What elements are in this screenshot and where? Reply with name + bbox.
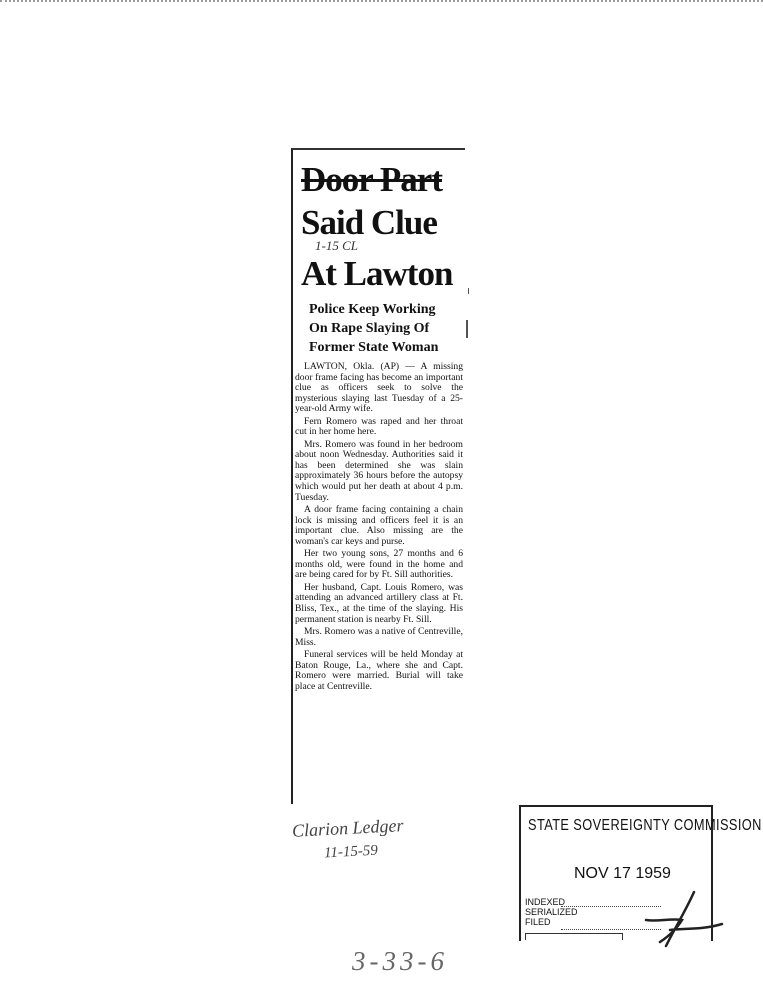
article-paragraph-8: Funeral services will be held Monday at Baton Rouge, La., where she and Capt. Romero were married. Burial will take place at Centreville. xyxy=(295,649,463,692)
stamp-label-indexed: INDEXED xyxy=(525,897,566,907)
subheadline xyxy=(309,300,467,357)
page-top-edge xyxy=(0,0,763,6)
stamp-entry-box xyxy=(525,933,623,940)
headline-line-2: Said Clue xyxy=(301,203,437,242)
headline-line-3: At Lawton xyxy=(301,254,453,293)
handwritten-initials xyxy=(636,890,726,948)
article-body xyxy=(295,362,463,694)
margin-tick xyxy=(466,320,468,338)
article-paragraph-2: Fern Romero was raped and her throat cut in her home here. xyxy=(295,415,463,438)
headline-line-1: Door Part xyxy=(301,160,442,199)
subheadline-line-3: Former State Woman xyxy=(309,340,439,355)
newspaper-clipping xyxy=(291,148,465,804)
article-paragraph-4: A door frame facing containing a chain lock is missing and officers feel it is an important clue. Also missing are the woman's car keys and purse. xyxy=(295,504,463,547)
handwritten-date: 11-15-59 xyxy=(323,842,379,862)
article-paragraph-6: Her husband, Capt. Louis Romero, was attending an advanced artillery class at Ft. Bliss, Tex., at the time of the slaying. His permanent station is nearby Ft. Sill. xyxy=(295,581,463,625)
article-paragraph-7: Mrs. Romero was a native of Centreville, Miss. xyxy=(295,626,463,648)
subheadline-line-2: On Rape Slaying Of xyxy=(309,321,430,336)
stamp-label-serialized: SERIALIZED xyxy=(525,907,578,917)
stamp-title: STATE SOVEREIGNTY COMMISSION xyxy=(528,817,762,834)
article-paragraph-3: Mrs. Romero was found in her bedroom about noon Wednesday. Authorities said it has been determined she was slain approximately 36 hours before the autopsy which would put her death at about 4 p.m. Tuesday. xyxy=(295,438,463,503)
article-paragraph-1: LAWTON, Okla. (AP) — A missing door frame facing has become an important clue as officers seek to solve the mysterious slaying last Tuesday of a 25-year-old Army wife. xyxy=(295,361,463,415)
article-paragraph-5: Her two young sons, 27 months and 6 months old, were found in the home and are being cared for by Ft. Sill authorities. xyxy=(295,548,463,581)
subheadline-line-1: Police Keep Working xyxy=(309,302,436,317)
handwritten-note: 1-15 CL xyxy=(315,238,358,253)
handwritten-document-number: 3-33-6 xyxy=(352,946,448,976)
stamp-label-filed: FILED xyxy=(525,917,551,927)
margin-tick xyxy=(468,288,469,294)
stamp-date: NOV 17 1959 xyxy=(574,865,671,882)
handwritten-source: Clarion Ledger xyxy=(291,815,404,841)
